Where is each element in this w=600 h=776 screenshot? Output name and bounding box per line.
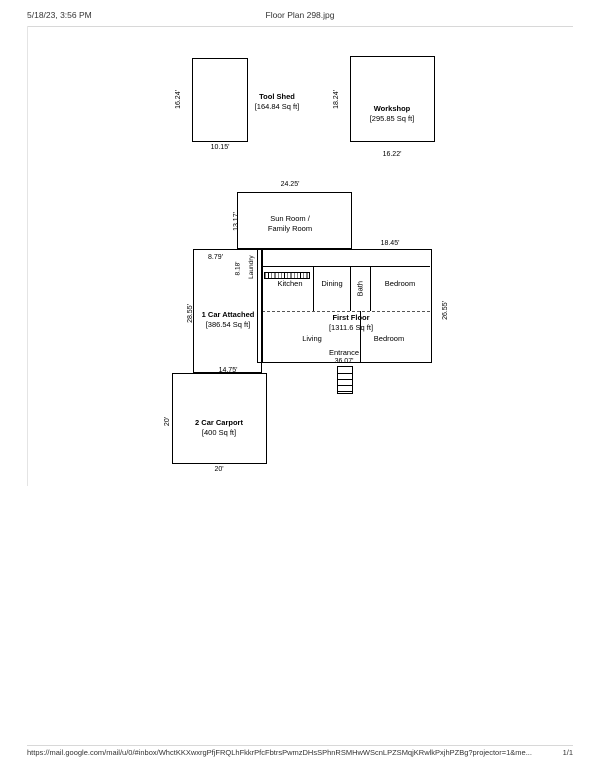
bath-label: Bath xyxy=(355,280,365,297)
print-date: 5/18/23, 3:56 PM xyxy=(27,10,92,20)
one-car-attached-height-dim: 28.55' xyxy=(186,304,194,323)
one-car-attached-side-dim: 8.18' xyxy=(234,261,242,276)
print-footer xyxy=(0,748,600,762)
kitchen-label: Kitchen xyxy=(277,279,303,288)
one-car-attached-label: 1 Car Attached xyxy=(201,310,255,319)
sun-room-width-dim: 24.25' xyxy=(280,181,300,188)
footer-divider xyxy=(27,745,573,746)
workshop-width-dim: 16.22' xyxy=(382,151,402,158)
tool-shed-height-dim: 16.24' xyxy=(174,90,182,109)
first-floor-upper-room-top-wall xyxy=(262,266,430,267)
wall-living-bedroom xyxy=(360,311,361,363)
tool-shed-outline xyxy=(192,58,248,142)
two-car-carport-area: [400 Sq ft] xyxy=(201,428,237,437)
two-car-carport-label: 2 Car Carport xyxy=(195,418,243,427)
workshop-label: Workshop xyxy=(373,104,411,113)
bedroom-1-label: Bedroom xyxy=(384,279,416,288)
entrance-label: Entrance xyxy=(328,348,360,357)
tool-shed-area: [164.84 Sq ft] xyxy=(254,102,300,111)
wall-dining-bath xyxy=(350,266,351,311)
wall-bath-bedroom xyxy=(370,266,371,311)
bedroom-2-label: Bedroom xyxy=(373,334,405,343)
first-floor-mid-dash-wall xyxy=(262,311,430,312)
two-car-carport-height-dim: 20' xyxy=(164,416,172,427)
one-car-attached-top-dim: 8.79' xyxy=(208,254,223,261)
first-floor-height-dim: 26.55' xyxy=(441,301,449,320)
first-floor-label: First Floor xyxy=(332,313,370,322)
sun-room-label-line2: Family Room xyxy=(267,224,313,233)
one-car-attached-width-dim: 14.75' xyxy=(218,367,238,374)
workshop-height-dim: 18.24' xyxy=(332,90,340,109)
tool-shed-width-dim: 10.15' xyxy=(210,144,230,151)
workshop-area: [295.85 Sq ft] xyxy=(369,114,415,123)
first-floor-bottom-dim: 36.07' xyxy=(334,358,354,365)
tool-shed-label: Tool Shed xyxy=(259,92,295,101)
sun-room-label-line1: Sun Room / xyxy=(270,214,310,223)
entrance-stairs xyxy=(337,366,353,394)
first-floor-area: [1311.6 Sq ft] xyxy=(328,323,374,332)
workshop-outline xyxy=(350,56,435,142)
kitchen-counter-hatch xyxy=(264,272,310,279)
wall-kitchen-dining xyxy=(313,266,314,311)
living-label: Living xyxy=(302,334,322,343)
print-title: Floor Plan 298.jpg xyxy=(265,10,335,20)
dining-label: Dining xyxy=(321,279,343,288)
first-floor-width-dim: 18.45' xyxy=(380,240,400,247)
two-car-carport-width-dim: 20' xyxy=(214,466,224,473)
page-count: 1/1 xyxy=(562,748,573,757)
source-url: https://mail.google.com/mail/u/0/#inbox/WhctKKXwxrgPfjFRQLhFkkrPfcFbtrsPwmzDHsSPhnRSMHwWScnLPZSMqjKRwlkPxjhPZBg?projector=1&me... xyxy=(27,748,532,757)
laundry-label: Laundry xyxy=(247,255,255,279)
one-car-attached-area: [386.54 Sq ft] xyxy=(205,320,251,329)
sun-room-height-dim: 13.17' xyxy=(232,212,240,231)
wall-laundry-right xyxy=(262,249,263,363)
